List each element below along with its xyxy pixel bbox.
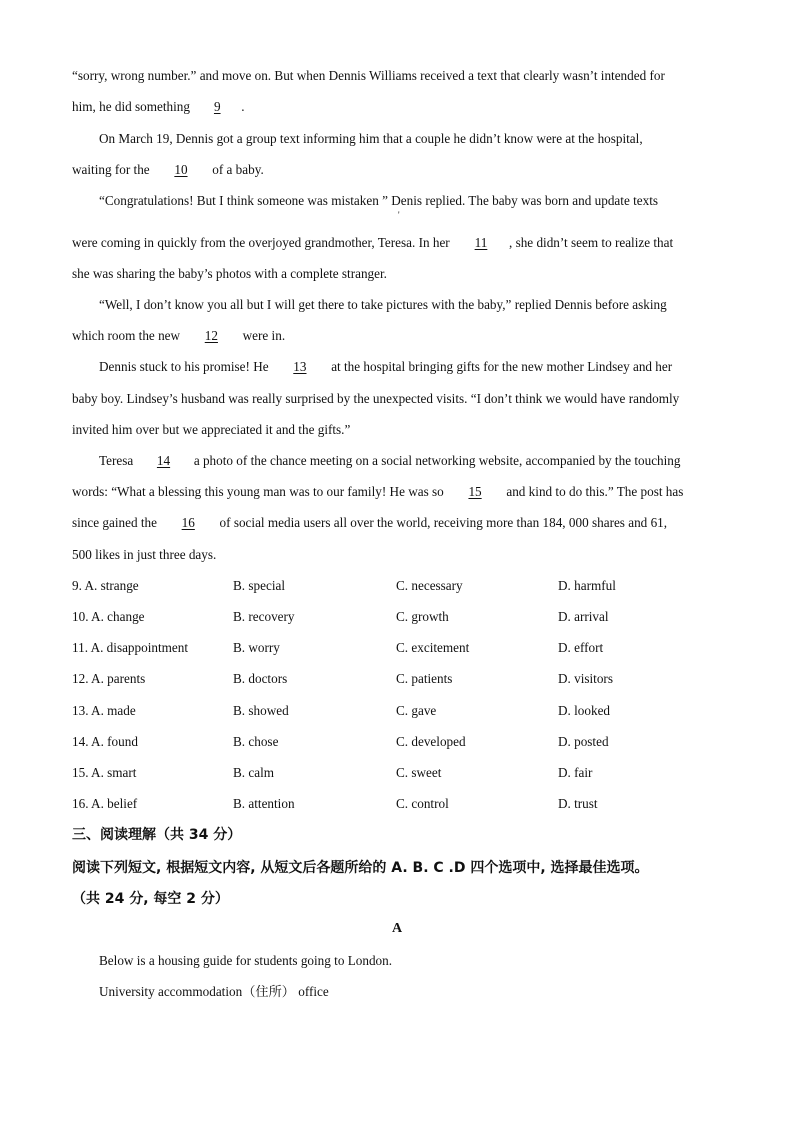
- text: words: “What a blessing this young man was to our family! He was so: [72, 484, 448, 499]
- text: were coming in quickly from the overjoyed grandmother, Teresa. In her: [72, 235, 453, 250]
- section-points: （共 24 分, 每空 2 分）: [72, 891, 229, 907]
- blank-14: 14: [156, 453, 171, 468]
- passage-line: On March 19, Dennis got a group text informing him that a couple he didn’t know were at the hospital,: [99, 131, 643, 146]
- option-a[interactable]: 12. A. parents: [72, 671, 146, 686]
- blank-9: 9: [213, 99, 221, 114]
- blank-12: 12: [204, 328, 218, 343]
- option-a[interactable]: 15. A. smart: [72, 765, 137, 780]
- section-instruction: 阅读下列短文, 根据短文内容, 从短文后各题所给的 A. B. C .D 四个选项中, 选择最佳选项。: [72, 860, 649, 876]
- text: since gained the: [72, 515, 161, 530]
- blank-15: 15: [468, 484, 482, 499]
- passage-line: “Congratulations! But I think someone was mistaken ” Denis replied. The baby was born and update texts: [99, 193, 659, 208]
- text: .: [241, 99, 245, 114]
- option-a[interactable]: 9. A. strange: [72, 578, 139, 593]
- option-d[interactable]: D. visitors: [558, 671, 613, 686]
- option-d[interactable]: D. fair: [558, 765, 593, 780]
- option-c[interactable]: C. sweet: [396, 765, 442, 780]
- option-d[interactable]: D. arrival: [558, 609, 609, 624]
- passage-line: [72, 483, 732, 501]
- text: him, he did something: [72, 99, 194, 114]
- reading-intro: Below is a housing guide for students going to London.: [99, 953, 393, 968]
- option-b[interactable]: B. chose: [233, 734, 279, 749]
- option-c[interactable]: C. gave: [396, 703, 437, 718]
- passage-line: invited him over but we appreciated it and the gifts.”: [72, 422, 351, 437]
- option-d[interactable]: D. effort: [558, 640, 604, 655]
- text: of social media users all over the world, receiving more than 184, 000 shares and 61,: [216, 515, 668, 530]
- text: a photo of the chance meeting on a social networking website, accompanied by the touching: [190, 453, 681, 468]
- option-d[interactable]: D. looked: [558, 703, 611, 718]
- text: at the hospital bringing gifts for the new mother Lindsey and her: [327, 359, 673, 374]
- text: which room the new: [72, 328, 184, 343]
- reading-subheading: University accommodation（住所） office: [99, 984, 329, 999]
- blank-11: 11: [474, 235, 488, 250]
- option-d[interactable]: D. posted: [558, 734, 609, 749]
- passage-line: [72, 514, 732, 532]
- text: of a baby.: [208, 162, 264, 177]
- passage-line: [72, 234, 732, 252]
- passage-line: [72, 161, 732, 179]
- passage-line: [99, 358, 759, 376]
- option-c[interactable]: C. developed: [396, 734, 466, 749]
- option-d[interactable]: D. trust: [558, 796, 598, 811]
- stray-mark: ': [398, 210, 400, 220]
- blank-16: 16: [181, 515, 195, 530]
- text: were in.: [239, 328, 286, 343]
- option-d[interactable]: D. harmful: [558, 578, 616, 593]
- text: waiting for the: [72, 162, 153, 177]
- option-c[interactable]: C. control: [396, 796, 449, 811]
- option-c[interactable]: C. growth: [396, 609, 449, 624]
- option-c[interactable]: C. excitement: [396, 640, 470, 655]
- option-a[interactable]: 16. A. belief: [72, 796, 138, 811]
- option-b[interactable]: B. showed: [233, 703, 289, 718]
- option-c[interactable]: C. patients: [396, 671, 453, 686]
- option-a[interactable]: 11. A. disappointment: [72, 640, 188, 655]
- option-a[interactable]: 14. A. found: [72, 734, 138, 749]
- option-b[interactable]: B. recovery: [233, 609, 295, 624]
- option-b[interactable]: B. special: [233, 578, 286, 593]
- blank-10: 10: [174, 162, 188, 177]
- option-b[interactable]: B. calm: [233, 765, 275, 780]
- part-label: A: [391, 921, 403, 936]
- option-a[interactable]: 13. A. made: [72, 703, 136, 718]
- text: , she didn’t seem to realize that: [508, 235, 674, 250]
- option-b[interactable]: B. worry: [233, 640, 280, 655]
- passage-line: “sorry, wrong number.” and move on. But when Dennis Williams received a text that clearly wasn’t intended for: [72, 68, 665, 83]
- text: Teresa: [99, 453, 137, 468]
- passage-line: 500 likes in just three days.: [72, 547, 217, 562]
- blank-13: 13: [293, 359, 307, 374]
- passage-line: she was sharing the baby’s photos with a complete stranger.: [72, 266, 387, 281]
- option-c[interactable]: C. necessary: [396, 578, 463, 593]
- passage-line: [72, 98, 732, 116]
- passage-line: [99, 452, 759, 470]
- text: and kind to do this.” The post has: [503, 484, 684, 499]
- text: Dennis stuck to his promise! He: [99, 359, 272, 374]
- option-a[interactable]: 10. A. change: [72, 609, 145, 624]
- passage-line: baby boy. Lindsey’s husband was really surprised by the unexpected visits. “I don’t think we would have randomly: [72, 391, 680, 406]
- passage-line: [72, 327, 732, 345]
- option-b[interactable]: B. attention: [233, 796, 295, 811]
- option-b[interactable]: B. doctors: [233, 671, 288, 686]
- section-heading: 三、阅读理解（共 34 分）: [72, 827, 242, 843]
- passage-line: “Well, I don’t know you all but I will get there to take pictures with the baby,” replied Dennis before asking: [99, 297, 667, 312]
